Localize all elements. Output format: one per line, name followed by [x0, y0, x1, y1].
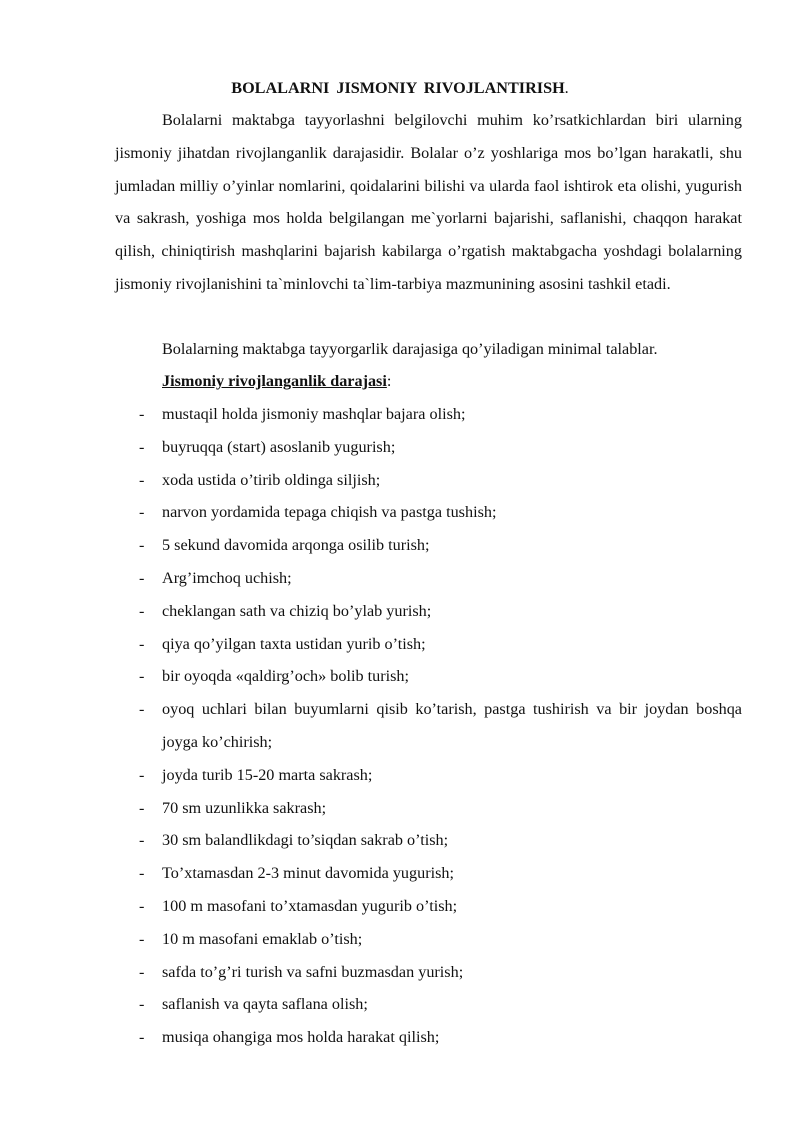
list-item [0, 759, 742, 792]
list-item-text: qiya qo’yilgan taxta ustidan yurib o’tish; [162, 634, 426, 653]
list-item-text: bir oyoqda «qaldirg’och» bolib turish; [162, 667, 409, 686]
list-item [0, 529, 742, 562]
bullet-dash: - [139, 405, 145, 423]
bullet-dash: - [139, 667, 145, 686]
list-item-text: xoda ustida o’tirib oldinga siljish; [162, 470, 381, 489]
list-item [0, 496, 742, 529]
list-item-text: 100 m masofani to’xtamasdan yugurib o’tish; [162, 896, 458, 915]
list-item-text: buyruqqa (start) asoslanib yugurish; [162, 437, 396, 456]
list-item [0, 464, 742, 497]
list-item-text: cheklangan sath va chiziq bo’ylab yurish; [162, 601, 432, 620]
list-item [0, 923, 742, 956]
bullet-dash: - [139, 1028, 145, 1047]
title-text: BOLALARNI JISMONIY RIVOJLANTIRISH [231, 79, 565, 97]
list-item-text: saflanish va qayta saflana olish; [162, 995, 368, 1014]
bullet-dash: - [139, 634, 145, 653]
list-item-text: mustaqil holda jismoniy mashqlar bajara olish; [162, 405, 466, 423]
bullet-dash: - [139, 536, 145, 555]
section-heading-colon: : [386, 372, 392, 390]
list-item-text: narvon yordamida tepaga chiqish va pastga tushish; [162, 503, 497, 522]
list-item-text: safda to’g’ri turish va safni buzmasdan yurish; [162, 962, 464, 981]
list-item [0, 857, 742, 890]
bullet-dash: - [139, 568, 145, 587]
list-item-text: 30 sm balandlikdagi to’siqdan sakrab o’tish; [162, 831, 449, 850]
section-heading [162, 371, 391, 391]
bullet-dash: - [139, 503, 145, 522]
list-item [0, 660, 742, 693]
bullet-dash: - [139, 470, 145, 489]
list-item [0, 1021, 742, 1054]
list-item [0, 628, 742, 661]
document-title [0, 78, 800, 98]
bullet-dash: - [139, 995, 145, 1014]
bullet-dash: - [139, 864, 145, 883]
title-period: . [564, 79, 569, 97]
bullet-dash: - [139, 700, 145, 719]
bullet-dash: - [139, 929, 145, 948]
section-heading-text: Jismoniy rivojlanganlik darajasi [162, 372, 387, 390]
intro-paragraph: Bolalarni maktabga tayyorlashni belgilovchi muhim ko’rsatkichlardan biri ularning jismoniy jihatdan rivojlanganlik darajasidir. Bolalar o’z yoshlariga mos bo’lgan harakatli, shu jumladan milliy o’yinlar nomlarini, qoidalarini bilishi va ularda faol ishtirok eta olishi, yugurish va sakrash, yoshiga mos holda belgilangan me`yorlarni bajarishi, saflanishi, chaqqon harakat qilish, chiniqtirish mashqlarini bajarish kabilarga o’rgatish maktabgacha yoshdagi bolalarning jismoniy rivojlanishini ta`minlovchi ta`lim-tarbiya mazmunining asosini tashkil etadi. [115, 111, 742, 293]
list-item [0, 824, 742, 857]
bullet-dash: - [139, 896, 145, 915]
requirements-sentence: Bolalarning maktabga tayyorgarlik darajasiga qo’yiladigan minimal talablar. [162, 340, 658, 358]
requirements-list [0, 398, 800, 1054]
bullet-dash: - [139, 437, 145, 456]
list-item [0, 398, 742, 431]
list-item [0, 431, 742, 464]
bullet-dash: - [139, 601, 145, 620]
list-item-text: Arg’imchoq uchish; [162, 568, 292, 587]
list-item-text: To’xtamasdan 2-3 minut davomida yugurish; [162, 864, 454, 883]
list-item [0, 890, 742, 923]
bullet-dash: - [139, 798, 145, 817]
bullet-dash: - [139, 962, 145, 981]
list-item-text: musiqa ohangiga mos holda harakat qilish; [162, 1028, 440, 1047]
list-item-text: 5 sekund davomida arqonga osilib turish; [162, 536, 430, 555]
bullet-dash: - [139, 765, 145, 784]
list-item [0, 693, 742, 759]
list-item [0, 562, 742, 595]
list-item-text: 70 sm uzunlikka sakrash; [162, 798, 327, 817]
bullet-dash: - [139, 831, 145, 850]
list-item-text: oyoq uchlari bilan buyumlarni qisib ko’tarish, pastga tushirish va bir joydan boshqa joyga ko’chirish; [162, 700, 742, 751]
list-item [0, 956, 742, 989]
list-item [0, 792, 742, 825]
list-item [0, 988, 742, 1021]
list-item-text: joyda turib 15-20 marta sakrash; [162, 765, 373, 784]
list-item-text: 10 m masofani emaklab o’tish; [162, 929, 363, 948]
list-item [0, 595, 742, 628]
